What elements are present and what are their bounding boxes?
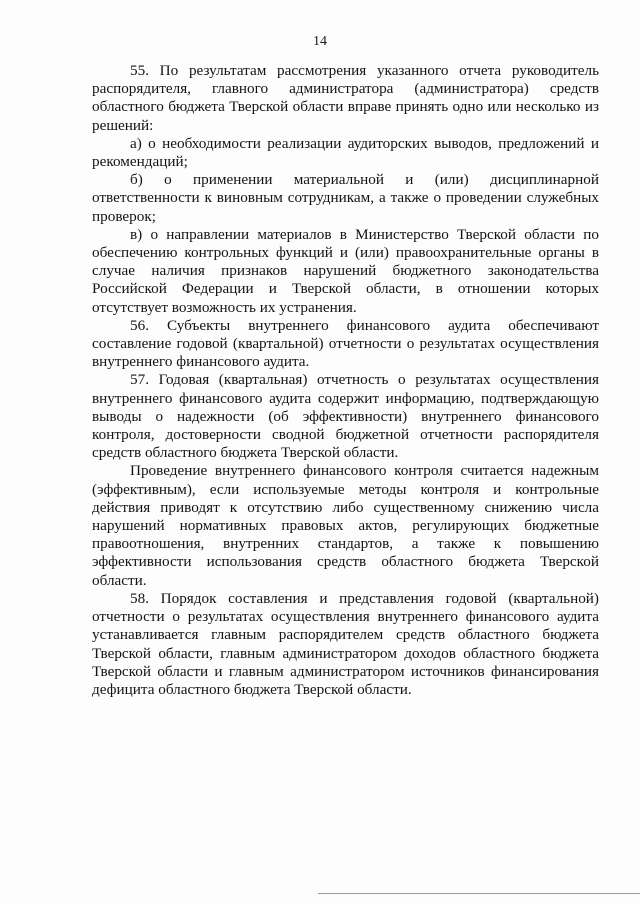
paragraph-55-a: а) о необходимости реализации аудиторских выводов, предложений и рекомендаций;: [92, 134, 599, 171]
page-number: 14: [313, 34, 327, 49]
paragraph-58: 58. Порядок составления и представления годовой (квартальной) отчетности о результатах осуществления внутреннего финансового аудита устанавливается главным распорядителем средств областного бюджета Тверской области, главным администратором доходов областного бюджета Тверской области и главным администратором источников финансирования дефицита областного бюджета Тверской области.: [92, 589, 599, 698]
scan-edge-line: [318, 893, 640, 894]
document-body: [92, 62, 599, 699]
paragraph-57-continued: Проведение внутреннего финансового контроля считается надежным (эффективным), если используемые методы контроля и контрольные действия приводят к отсутствию либо существенному снижению числа нарушений нормативных правовых актов, регулирующих бюджетные правоотношения, внутренних стандартов, а также к повышению эффективности использования средств областного бюджета Тверской области.: [92, 462, 599, 589]
paragraph-55: 55. По результатам рассмотрения указанного отчета руководитель распорядителя, главного администратора (администратора) средств областного бюджета Тверской области вправе принять одно или несколько из решений:: [92, 62, 599, 134]
paragraph-55-b: б) о применении материальной и (или) дисциплинарной ответственности к виновным сотрудникам, а также о проведении служебных проверок;: [92, 171, 599, 225]
paragraph-56: 56. Субъекты внутреннего финансового аудита обеспечивают составление годовой (квартальной) отчетности о результатах осуществления внутреннего финансового аудита.: [92, 316, 599, 371]
paragraph-55-v: в) о направлении материалов в Министерство Тверской области по обеспечению контрольных функций и (или) правоохранительные органы в случае наличия признаков нарушений бюджетного законодательства Российской Федерации и Тверской области, в отношении которых отсутствует возможность их устранения.: [92, 225, 599, 316]
paragraph-57: 57. Годовая (квартальная) отчетность о результатах осуществления внутреннего финансового аудита содержит информацию, подтверждающую выводы о надежности (об эффективности) внутреннего финансового контроля, достоверности сводной бюджетной отчетности распорядителя средств областного бюджета Тверской области.: [92, 371, 599, 462]
